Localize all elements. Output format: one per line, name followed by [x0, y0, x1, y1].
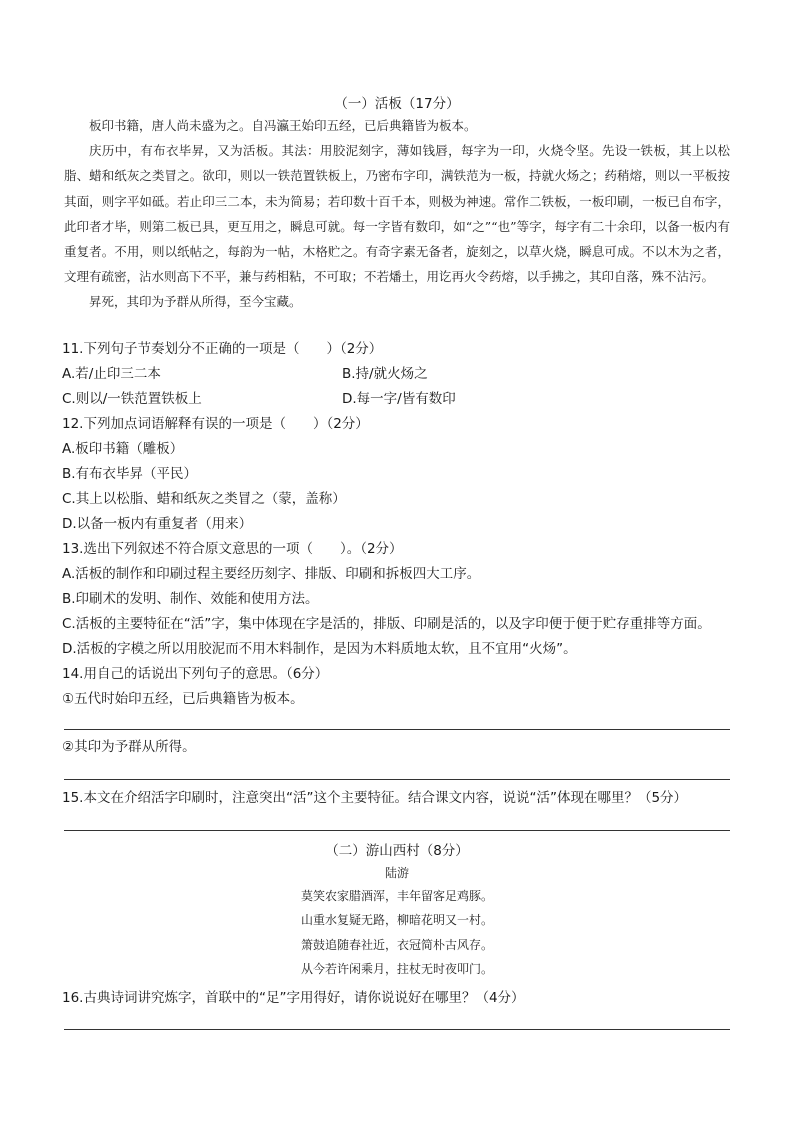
- poem-body: [64, 884, 730, 981]
- q13-option-d[interactable]: D.活板的字模之所以用胶泥而不用木料制作，是因为木料质地太软，且不宜用“火炀”。: [62, 641, 577, 657]
- q14-sentence-2: ②其印为予群从所得。: [62, 739, 196, 755]
- poem-line-4: 从今若许闲乘月，拄杖无时夜叩门。: [300, 961, 493, 976]
- poem-author: 陆游: [384, 866, 409, 880]
- q14-stem: 14.用自己的话说出下列句子的意思。（6分）: [62, 666, 329, 682]
- passage-paragraph-1: 板印书籍，唐人尚未盛为之。自冯瀛王始印五经，已后典籍皆为板本。: [89, 118, 477, 133]
- q13-option-c[interactable]: C.活板的主要特征在“活”字，集中体现在字是活的，排版、印刷是活的，以及字印便于便于贮存重排等方面。: [62, 616, 711, 632]
- q12-stem: 12.下列加点词语解释有误的一项是（ ）（2分）: [62, 416, 369, 432]
- poem-line-1: 莫笑农家腊酒浑，丰年留客足鸡豚。: [300, 889, 493, 903]
- q12-option-c[interactable]: C.其上以松脂、蜡和纸灰之类冒之（蒙，盖称）: [62, 491, 346, 507]
- q12-option-b[interactable]: B.有布衣毕昇（平民）: [62, 466, 198, 482]
- q14-sentence-1: ①五代时始印五经，已后典籍皆为板本。: [62, 691, 304, 707]
- passage-paragraph-2: 庆历中，有布衣毕昇，又为活板。其法：用胶泥刻字，薄如钱唇，每字为一印，火烧令坚。先设一铁板，其上以松脂、蜡和纸灰之类冒之。欲印，则以一铁范置铁板上，乃密布字印，满铁范为一板，持就火炀之；药稍熔，则以一平板按其面，则字平如砥。若止印三二本，未为简易；若印数十百千本，则极为神速。常作二铁板，一板印刷，一板已自布字，此印者才毕，则第二板已具，更互用之，瞬息可就。每一字皆有数印，如“之”“也”等字，每字有二十余印，以备一板内有重复者。不用，则以纸帖之，每韵为一帖，木格贮之。有奇字素无备者，旋刻之，以草火烧，瞬息可成。不以木为之者，文理有疏密，沾水则高下不平，兼与药相粘，不可取；不若燔土，用讫再火令药熔，以手拂之，其印自落，殊不沾污。: [64, 143, 730, 285]
- q12-option-a[interactable]: A.板印书籍（雕板）: [62, 441, 184, 457]
- section2-title: （二）游山西村（8分）: [325, 843, 469, 859]
- q11-option-b[interactable]: B.持/就火炀之: [342, 366, 428, 382]
- q11-option-c[interactable]: C.则以/一铁范置铁板上: [62, 391, 202, 407]
- answer-line-q14-1[interactable]: [64, 729, 730, 730]
- passage-paragraph-3: 昇死，其印为予群从所得，至今宝藏。: [89, 294, 302, 310]
- section1-title: （一）活板（17分）: [334, 96, 460, 112]
- q11-stem: 11.下列句子节奏划分不正确的一项是（ ）（2分）: [62, 341, 383, 357]
- q12-option-d[interactable]: D.以备一板内有重复者（用来）: [62, 516, 253, 532]
- q13-stem: 13.选出下列叙述不符合原文意思的一项（ ）。（2分）: [62, 541, 403, 557]
- passage: [64, 113, 730, 315]
- q11-option-d[interactable]: D.每一字/皆有数印: [342, 391, 456, 407]
- answer-line-q16[interactable]: [64, 1029, 730, 1030]
- q11-option-a[interactable]: A.若/止印三二本: [62, 366, 161, 382]
- answer-line-q15[interactable]: [64, 830, 730, 831]
- poem-line-2: 山重水复疑无路，柳暗花明又一村。: [300, 913, 493, 928]
- q13-option-b[interactable]: B.印刷术的发明、制作、效能和使用方法。: [62, 591, 319, 607]
- answer-line-q14-2[interactable]: [64, 779, 730, 780]
- q13-option-a[interactable]: A.活板的制作和印刷过程主要经历刻字、排版、印刷和拆板四大工序。: [62, 566, 481, 582]
- q16-stem: 16.古典诗词讲究炼字，首联中的“足”字用得好，请你说说好在哪里？（4分）: [62, 990, 525, 1006]
- poem-line-3: 箫鼓追随春社近，衣冠简朴古风存。: [300, 937, 493, 952]
- q15-stem: 15.本文在介绍活字印刷时，注意突出“活”这个主要特征。结合课文内容，说说“活”体现在哪里？（5分）: [62, 790, 688, 806]
